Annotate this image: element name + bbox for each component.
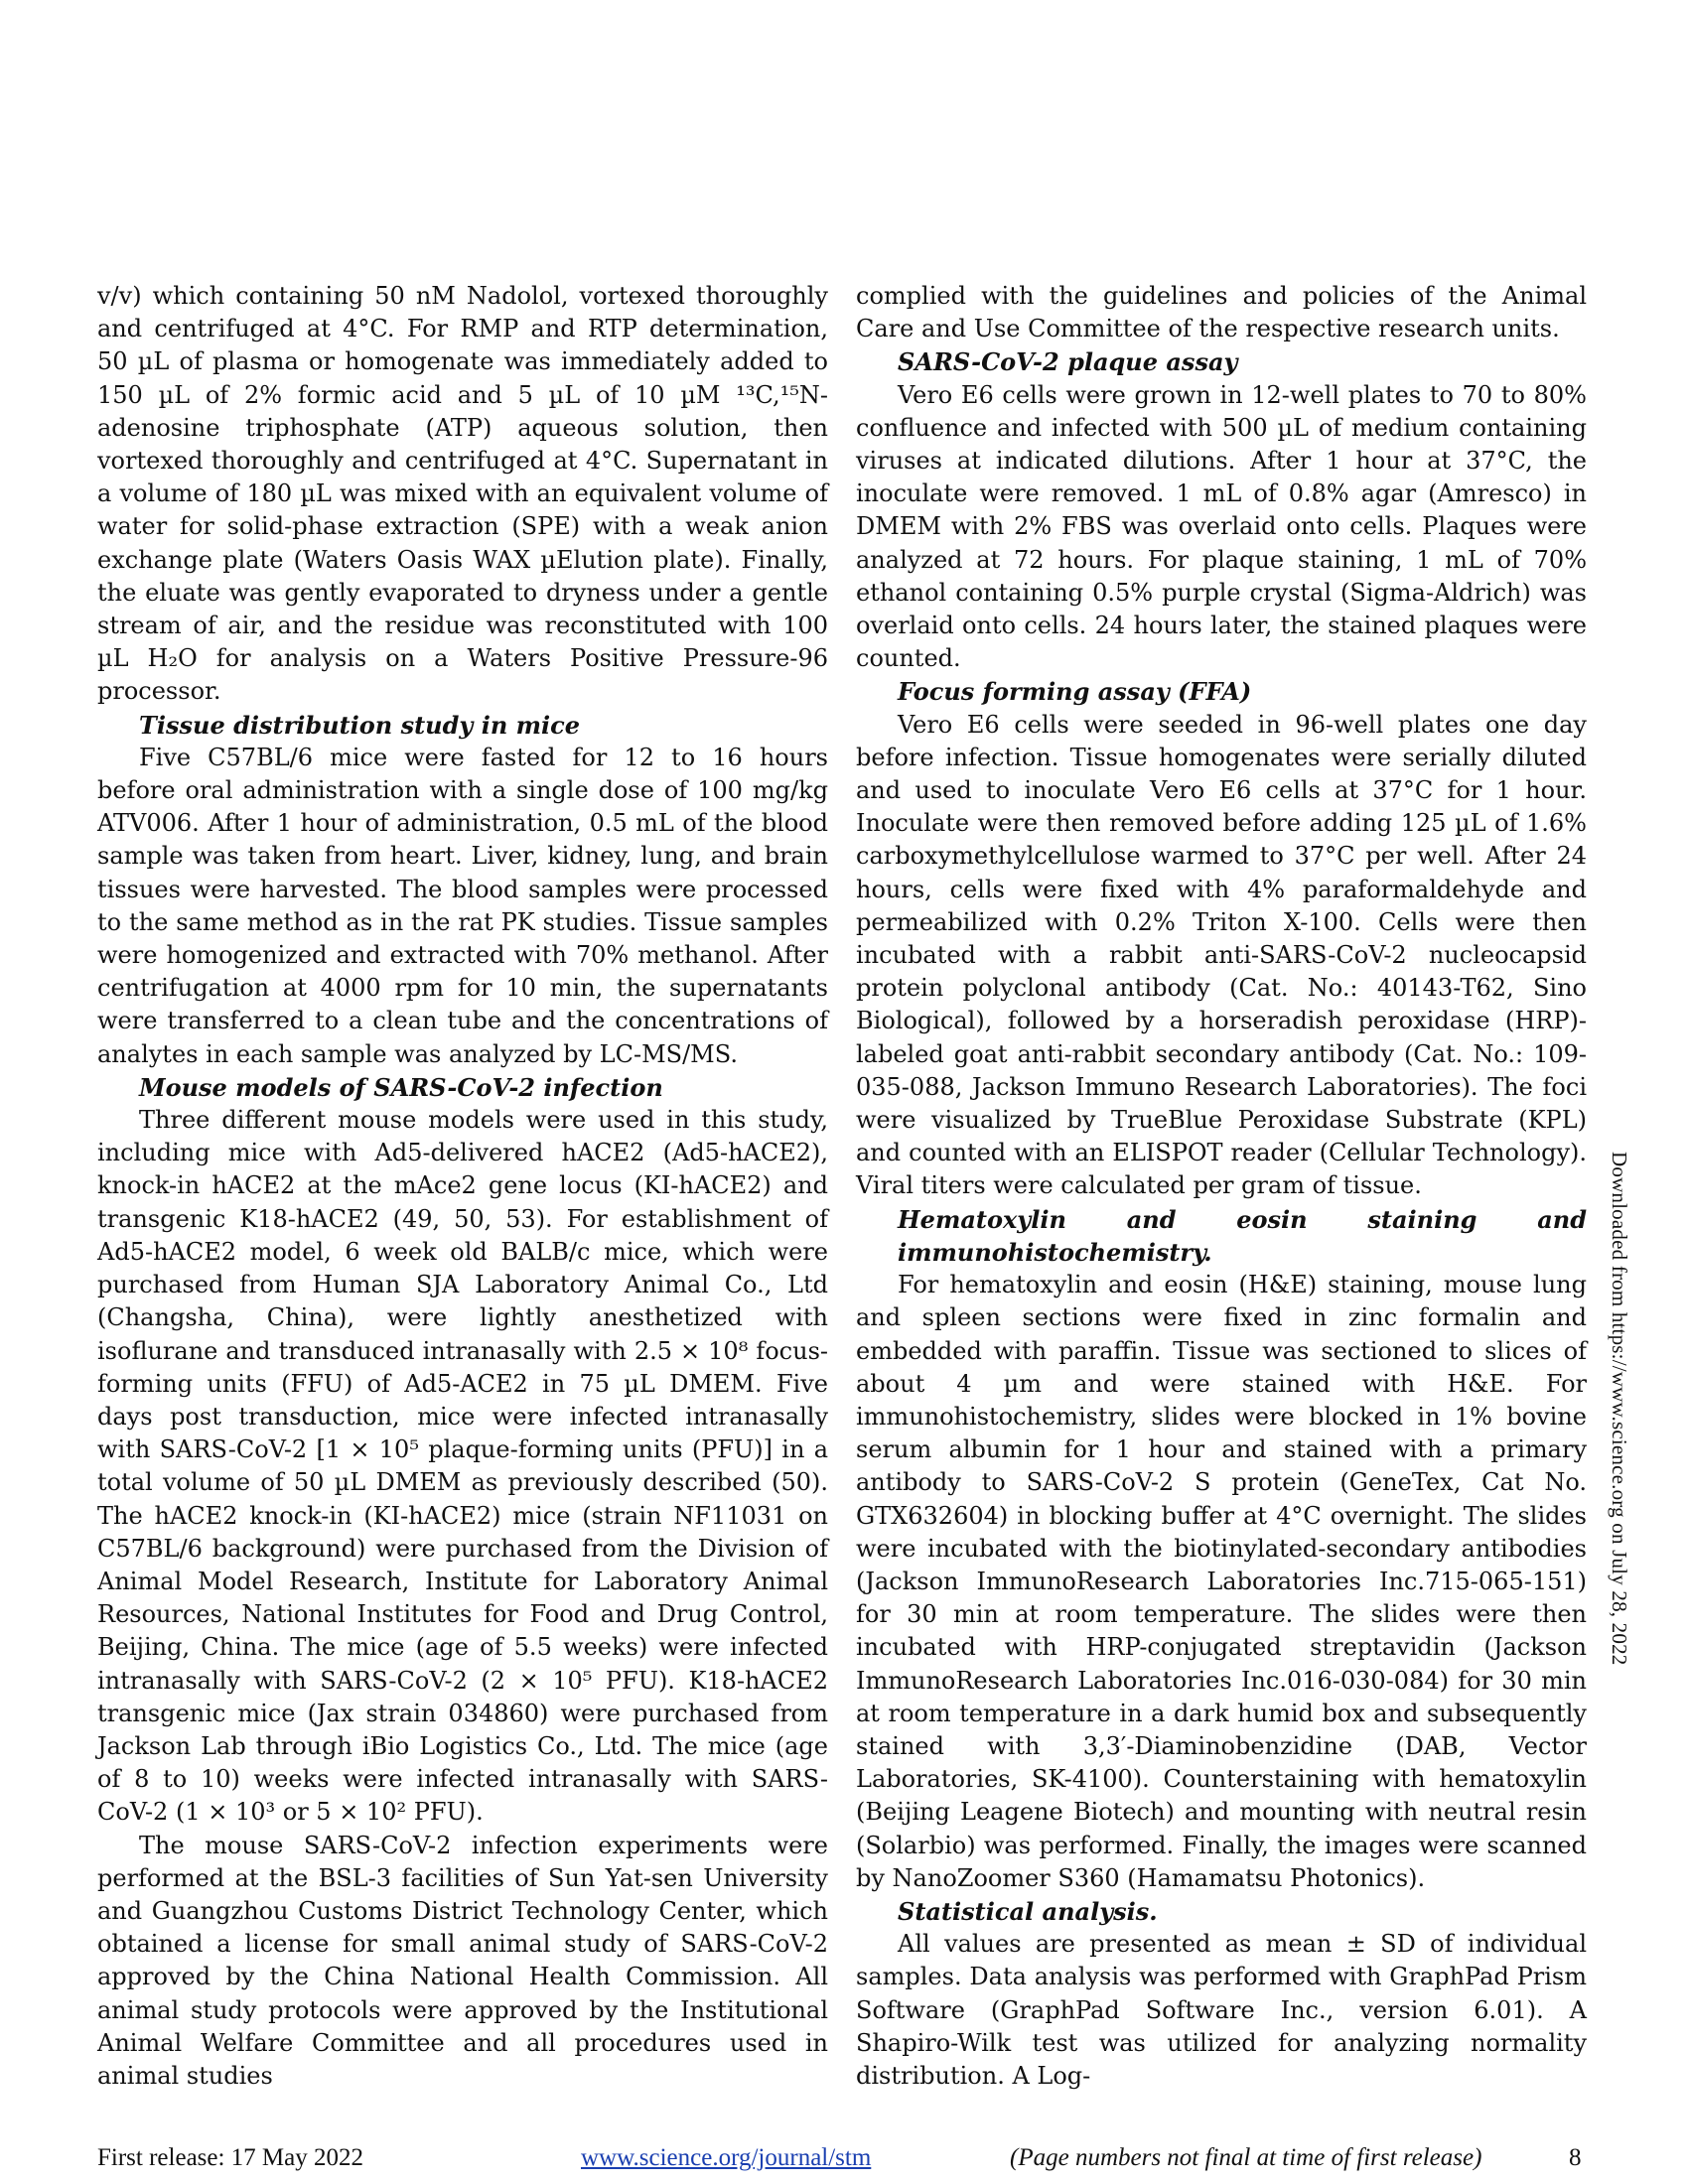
left-column	[97, 280, 828, 2093]
heading-plaque-assay: SARS-CoV-2 plaque assay	[898, 347, 1238, 377]
heading-statistics: Statistical analysis.	[898, 1896, 1158, 1926]
paragraph-sample-prep: v/v) which containing 50 nM Nadolol, vortexed thoroughly and centrifuged at 4°C. For RMP and RTP determination, 50 µL of plasma or homogenate was immediately added to 150 µL of 2% formic acid and 5 µL of 10 µM ¹³C,¹⁵N-adenosine triphosphate (ATP) aqueous solution, then vortexed thoroughly and centrifuged at 4°C. Supernatant in a volume of 180 µL was mixed with an equivalent volume of water for solid-phase extraction (SPE) with a weak anion exchange plate (Waters Oasis WAX µElution plate). Finally, the eluate was gently evaporated to dryness under a gentle stream of air, and the residue was reconstituted with 100 µL H₂O for analysis on a Waters Positive Pressure-96 processor.	[97, 282, 828, 706]
paragraph-bsl3: The mouse SARS-CoV-2 infection experiments were performed at the BSL-3 facilities of Sun Yat-sen University and Guangzhou Customs District Technology Center, which obtained a license for small animal study of SARS-CoV-2 approved by the China National Health Commission. All animal study protocols were approved by the Institutional Animal Welfare Committee and all procedures used in animal studies	[97, 1831, 828, 2090]
heading-ffa: Focus forming assay (FFA)	[898, 677, 1252, 707]
page-number: 8	[1569, 2144, 1582, 2171]
download-watermark: Downloaded from https://www.science.org on July 28, 2022	[1608, 1152, 1631, 1666]
heading-he-staining: Hematoxylin and eosin staining and immunohistochemistry.	[898, 1204, 1587, 1267]
paragraph-continued: complied with the guidelines and policies of the Animal Care and Use Committee of the respective research units.	[856, 282, 1587, 343]
heading-mouse-models: Mouse models of SARS-CoV-2 infection	[139, 1072, 663, 1102]
paragraph-mouse-models: Three different mouse models were used in this study, including mice with Ad5-delivered hACE2 (Ad5-hACE2), knock-in hACE2 at the mAce2 gene locus (KI-hACE2) and transgenic K18-hACE2 (49, 50, 53). For establishment of Ad5-hACE2 model, 6 week old BALB/c mice, which were purchased from Human SJA Laboratory Animal Co., Ltd (Changsha, China), were lightly anesthetized with isoflurane and transduced intranasally with 2.5 × 10⁸ focus-forming units (FFU) of Ad5-ACE2 in 75 µL DMEM. Five days post transduction, mice were infected intranasally with SARS-CoV-2 [1 × 10⁵ plaque-forming units (PFU)] in a total volume of 50 µL DMEM as previously described (50). The hACE2 knock-in (KI-hACE2) mice (strain NF11031 on C57BL/6 background) were purchased from the Division of Animal Model Research, Institute for Laboratory Animal Resources, National Institutes for Food and Drug Control, Beijing, China. The mice (age of 5.5 weeks) were infected intranasally with SARS-CoV-2 (2 × 10⁵ PFU). K18-hACE2 transgenic mice (Jax strain 034860) were purchased from Jackson Lab through iBio Logistics Co., Ltd. The mice (age of 8 to 10) weeks were infected intranasally with SARS-CoV-2 (1 × 10³ or 5 × 10² PFU).	[97, 1106, 828, 1827]
first-release-date: First release: 17 May 2022	[97, 2144, 364, 2171]
paragraph-tissue-distribution: Five C57BL/6 mice were fasted for 12 to 16 hours before oral administration with a single dose of 100 mg/kg ATV006. After 1 hour of administration, 0.5 mL of the blood sample was taken from heart. Liver, kidney, lung, and brain tissues were harvested. The blood samples were processed to the same method as in the rat PK studies. Tissue samples were homogenized and extracted with 70% methanol. After centrifugation at 4000 rpm for 10 min, the supernatants were transferred to a clean tube and the concentrations of analytes in each sample was analyzed by LC-MS/MS.	[97, 743, 828, 1068]
paragraph-he-staining: For hematoxylin and eosin (H&E) staining, mouse lung and spleen sections were fixed in zinc formalin and embedded with paraffin. Tissue was sectioned to slices of about 4 µm and were stained with H&E. For immunohistochemistry, slides were blocked in 1% bovine serum albumin for 1 hour and stained with a primary antibody to SARS-CoV-2 S protein (GeneTex, Cat No. GTX632604) in blocking buffer at 4°C overnight. The slides were incubated with the biotinylated-secondary antibodies (Jackson ImmunoResearch Laboratories Inc.715-065-151) for 30 min at room temperature. The slides were then incubated with HRP-conjugated streptavidin (Jackson ImmunoResearch Laboratories Inc.016-030-084) for 30 min at room temperature in a dark humid box and subsequently stained with 3,3′-Diaminobenzidine (DAB, Vector Laboratories, SK-4100). Counterstaining with hematoxylin (Beijing Leagene Biotech) and mounting with neutral resin (Solarbio) was performed. Finally, the images were scanned by NanoZoomer S360 (Hamamatsu Photonics).	[856, 1271, 1587, 1892]
paragraph-plaque-assay: Vero E6 cells were grown in 12-well plates to 70 to 80% confluence and infected with 500 µL of medium containing viruses at indicated dilutions. After 1 hour at 37°C, the inoculate were removed. 1 mL of 0.8% agar (Amresco) in DMEM with 2% FBS was overlaid onto cells. Plaques were analyzed at 72 hours. For plaque staining, 1 mL of 70% ethanol containing 0.5% purple crystal (Sigma-Aldrich) was overlaid onto cells. 24 hours later, the stained plaques were counted.	[856, 380, 1587, 673]
page-number-note: (Page numbers not final at time of first release)	[1010, 2144, 1482, 2171]
paragraph-statistics: All values are presented as mean ± SD of individual samples. Data analysis was performed with GraphPad Prism Software (GraphPad Software Inc., version 6.01). A Shapiro-Wilk test was utilized for analyzing normality distribution. A Log-	[856, 1930, 1587, 2090]
paragraph-ffa: Vero E6 cells were seeded in 96-well plates one day before infection. Tissue homogenates were serially diluted and used to inoculate Vero E6 cells at 37°C for 1 hour. Inoculate were then removed before adding 125 µL of 1.6% carboxymethylcellulose warmed to 37°C per well. After 24 hours, cells were fixed with 4% paraformaldehyde and permeabilized with 0.2% Triton X-100. Cells were then incubated with a rabbit anti-SARS-CoV-2 nucleocapsid protein polyclonal antibody (Cat. No.: 40143-T62, Sino Biological), followed by a horseradish peroxidase (HRP)-labeled goat anti-rabbit secondary antibody (Cat. No.: 109-035-088, Jackson Immuno Research Laboratories). The foci were visualized by TrueBlue Peroxidase Substrate (KPL) and counted with an ELISPOT reader (Cellular Technology). Viral titers were calculated per gram of tissue.	[856, 710, 1587, 1200]
right-column	[856, 280, 1587, 2093]
heading-tissue-distribution: Tissue distribution study in mice	[139, 710, 581, 740]
journal-link[interactable]: www.science.org/journal/stm	[581, 2144, 872, 2171]
